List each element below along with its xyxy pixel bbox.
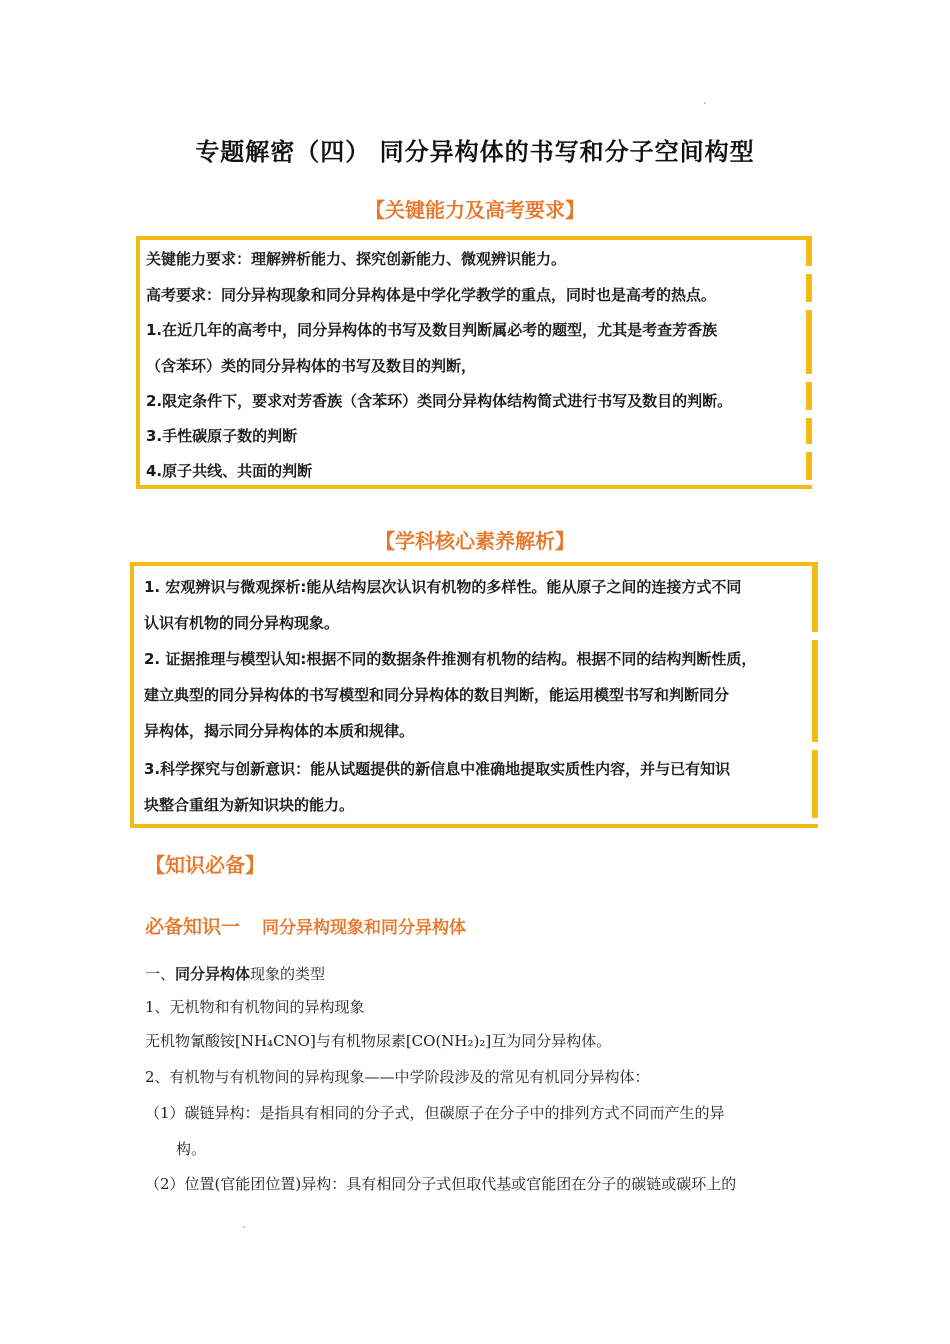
knowledge-subheading-number: 必备知识一 bbox=[145, 916, 241, 938]
body-line-1 bbox=[145, 963, 325, 984]
core-literacy-box bbox=[130, 562, 818, 828]
core-literacy-line-6: 3.科学探究与创新意识：能从试题提供的新信息中准确地提取实质性内容，并与已有知识 bbox=[144, 760, 731, 778]
core-literacy-line-1: 1. 宏观辨识与微观探析:能从结构层次认识有机物的多样性。能从原子之间的连接方式不同 bbox=[144, 578, 742, 596]
box1-right-bar bbox=[806, 382, 812, 410]
key-ability-line-7: 4.原子共线、共面的判断 bbox=[146, 462, 313, 480]
box1-right-bar bbox=[806, 240, 812, 266]
key-ability-line-5: 2.限定条件下，要求对芳香族（含苯环）类同分异构体结构简式进行书写及数目的判断。 bbox=[146, 392, 733, 410]
knowledge-subheading-topic: 同分异构现象和同分异构体 bbox=[262, 918, 467, 938]
key-ability-line-4: （含苯环）类的同分异构体的书写及数目的判断， bbox=[146, 357, 477, 375]
body-line-1-suffix: 现象的类型 bbox=[250, 965, 326, 983]
page-title: 专题解密（四） 同分异构体的书写和分子空间构型 bbox=[195, 138, 755, 166]
knowledge-subheading bbox=[145, 912, 466, 939]
body-line-5: （1）碳链异构：是指具有相同的分子式，但碳原子在分子中的排列方式不同而产生的异 bbox=[145, 1104, 725, 1122]
box-left-bar bbox=[136, 240, 140, 485]
box1-right-bar bbox=[806, 274, 812, 302]
core-literacy-line-4: 建立典型的同分异构体的书写模型和同分异构体的数目判断，能运用模型书写和判断同分 bbox=[144, 686, 730, 704]
key-ability-line-2: 高考要求：同分异构现象和同分异构体是中学化学教学的重点，同时也是高考的热点。 bbox=[146, 286, 717, 304]
key-ability-line-6: 3.手性碳原子数的判断 bbox=[146, 427, 298, 445]
body-line-3: 无机物氰酸铵[NH₄CNO]与有机物尿素[CO(NH₂)₂]互为同分异构体。 bbox=[145, 1032, 612, 1050]
speck-bottom bbox=[243, 1226, 245, 1228]
key-ability-line-1: 关键能力要求：理解辨析能力、探究创新能力、微观辨识能力。 bbox=[146, 250, 567, 268]
body-line-2: 1、无机物和有机物间的异构现象 bbox=[145, 998, 365, 1016]
body-line-7: （2）位置(官能团位置)异构：具有相同分子式但取代基或官能团在分子的碳链或碳环上的 bbox=[145, 1175, 737, 1193]
box-left-bar bbox=[130, 566, 134, 824]
section-heading-core-literacy: 【学科核心素养解析】 bbox=[375, 529, 575, 553]
core-literacy-line-3: 2. 证据推理与模型认知:根据不同的数据条件推测有机物的结构。根据不同的结构判断性质， bbox=[144, 650, 757, 668]
key-abilities-box bbox=[136, 236, 812, 489]
key-ability-line-3: 1.在近几年的高考中，同分异构体的书写及数目判断属必考的题型，尤其是考查芳香族 bbox=[146, 321, 718, 339]
body-line-1-prefix: 一、 bbox=[145, 965, 176, 983]
box1-right-bar bbox=[806, 418, 812, 444]
section-heading-key-abilities: 【关键能力及高考要求】 bbox=[365, 198, 585, 222]
box2-right-bar bbox=[812, 750, 818, 818]
core-literacy-line-7: 块整合重组为新知识块的能力。 bbox=[144, 796, 355, 814]
core-literacy-line-5: 异构体，揭示同分异构体的本质和规律。 bbox=[144, 722, 415, 740]
section-heading-knowledge: 【知识必备】 bbox=[145, 853, 265, 877]
box2-right-bar bbox=[812, 640, 818, 742]
box1-right-bar bbox=[806, 452, 812, 480]
body-line-1-bold: 同分异构体 bbox=[175, 965, 251, 983]
body-line-4: 2、有机物与有机物间的异构现象——中学阶段涉及的常见有机同分异构体： bbox=[145, 1068, 650, 1086]
box1-right-bar bbox=[806, 310, 812, 374]
speck-top bbox=[704, 102, 706, 104]
box2-right-bar bbox=[812, 566, 818, 632]
core-literacy-line-2: 认识有机物的同分异构现象。 bbox=[144, 614, 340, 632]
body-line-6: 构。 bbox=[176, 1140, 207, 1158]
